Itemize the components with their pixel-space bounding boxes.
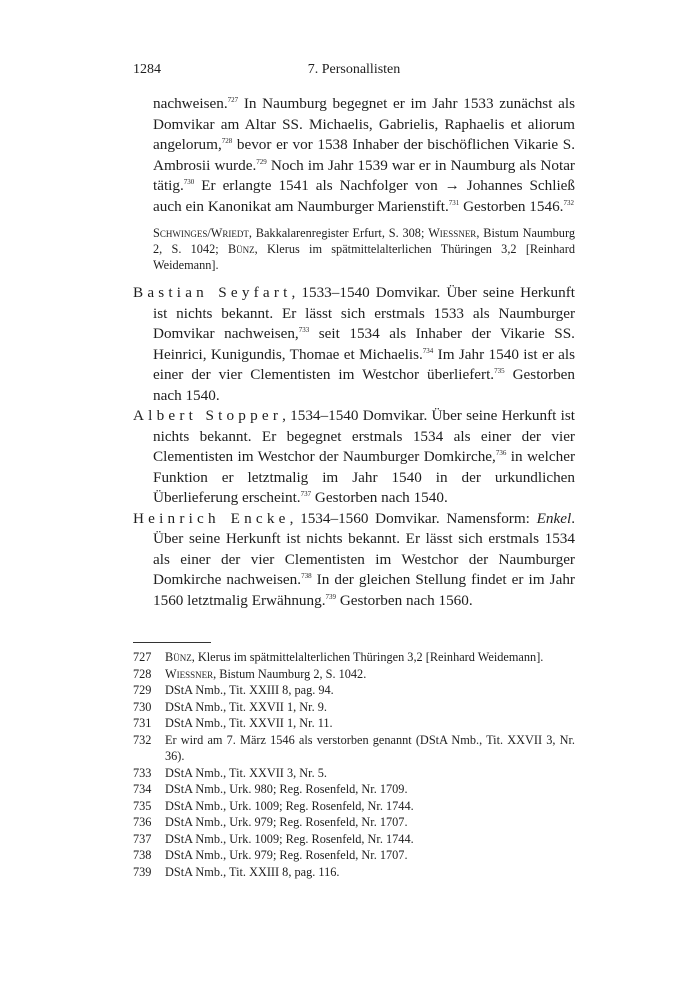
continued-entry-paragraph: nachweisen.$^{727}$ In Naumburg begegnet er im Jahr 1533 zunächst als Domvikar am Altar SS. Michaelis, Gabrielis, Raphaelis et aliorum angelorum,$^{728}$ bevor er vor 1538 Inhaber der bischöflichen Vikarie S. Ambrosii wurde.$^{729}$ Noch im Jahr 1539 war er in Naumburg als Notar tätig.$^{730}$ Er erlangte 1541 als Nachfolger von → Johannes Schließ auch ein Kanonikat am Naumburger Marienstift.$^{731}$ Gestorben 1546.$^{732}$ <box>153 95 575 215</box>
footnote-733: 733 DStA Nmb., Tit. XXVII 3, Nr. 5. <box>133 765 327 780</box>
footnote-number: 739 <box>133 864 152 879</box>
footnote-number: 733 <box>133 765 152 780</box>
footnote-number: 730 <box>133 699 152 714</box>
footnote-729: 729 DStA Nmb., Tit. XXIII 8, pag. 94. <box>133 683 334 697</box>
footnote-number: 732 <box>133 732 152 747</box>
footnote-735: 735 DStA Nmb., Urk. 1009; Reg. Rosenfeld, Nr. 1744. <box>133 798 414 813</box>
author-name: Wiessner <box>428 226 477 240</box>
footnote-number: 731 <box>133 716 152 730</box>
footnote-ref[interactable]: 731 <box>448 198 460 207</box>
footnote-ref[interactable]: 728 <box>221 137 233 145</box>
footnote-ref[interactable]: 727 <box>227 96 239 104</box>
footnotes <box>133 649 575 880</box>
footnote-734: 734 DStA Nmb., Urk. 980; Reg. Rosenfeld, Nr. 1709. <box>133 782 408 796</box>
footnote-separator <box>133 642 211 643</box>
page <box>133 62 575 880</box>
footnote-ref[interactable]: 736 <box>495 449 507 457</box>
footnote-731: 731 DStA Nmb., Tit. XXVII 1, Nr. 11. <box>133 716 333 730</box>
footnote-ref[interactable]: 735 <box>494 367 505 375</box>
author-name: Wiessner <box>165 666 214 681</box>
footnote-737: 737 DStA Nmb., Urk. 1009; Reg. Rosenfeld, Nr. 1744. <box>133 831 414 846</box>
footnote-ref[interactable]: 734 <box>422 346 434 355</box>
footnote-ref[interactable]: 733 <box>298 326 310 334</box>
footnote-ref[interactable]: 729 <box>256 157 267 166</box>
author-name: Bünz <box>165 650 192 664</box>
footnote-ref[interactable]: 739 <box>325 592 337 601</box>
author-name: Bünz <box>227 242 255 256</box>
footnote-730: 730 DStA Nmb., Tit. XXVII 1, Nr. 9. <box>133 699 327 714</box>
entry-name: Heinrich Encke <box>133 509 290 527</box>
footnote-number: 735 <box>133 798 152 813</box>
footnote-ref[interactable]: 737 <box>300 490 312 498</box>
entry-albert-stopper: Albert Stopper, 1534–1540 Domvikar. Über seine Herkunft ist nichts bekannt. Er begegnet erstmals 1534 als einer der vier Clementisten im Westchor der Naumburger Domkirche,$^{736}$ in welcher Funktion er letztmalig im Jahr 1540 in der urkundlichen Überlieferung erscheint.$^{737}$ Gestorben nach 1540. <box>133 407 576 506</box>
footnote-732: 732 Er wird am 7. März 1546 als verstorben genannt (DStA Nmb., Tit. XXVII 3, Nr. 36). <box>133 732 575 763</box>
footnote-727: 727 Bünz, Klerus im spätmittelalterlichen Thüringen 3,2 [Reinhard Weidemann]. <box>133 650 544 664</box>
footnote-number: 728 <box>133 666 152 681</box>
page-header <box>133 62 575 84</box>
footnote-728: 728 Wiessner, Bistum Naumburg 2, S. 1042. <box>133 666 367 681</box>
footnote-number: 738 <box>133 848 152 862</box>
footnote-738: 738 DStA Nmb., Urk. 979; Reg. Rosenfeld, Nr. 1707. <box>133 848 408 862</box>
entry-name: Albert Stopper <box>133 407 283 424</box>
footnote-number: 727 <box>133 650 152 664</box>
page-number: 1284 <box>133 62 161 77</box>
footnote-ref[interactable]: 732 <box>563 198 574 207</box>
footnote-number: 734 <box>133 782 152 796</box>
main-text <box>133 94 575 611</box>
author-name: Schwinges/Wriedt <box>153 226 249 240</box>
footnote-number: 736 <box>133 815 152 829</box>
source-citation: Schwinges/Wriedt, Bakkalarenregister Erfurt, S. 308; Wiessner, Bistum Naumburg 2, S. 1042; Bünz, Klerus im spätmittelalterlichen Thüringen 3,2 [Reinhard Weidemann]. <box>153 226 575 272</box>
footnote-number: 729 <box>133 683 152 697</box>
footnote-ref[interactable]: 730 <box>183 178 195 186</box>
entry-heinrich-encke: Heinrich Encke, 1534–1560 Domvikar. Namensform: Enkel. Über seine Herkunft ist nichts bekannt. Er lässt sich erstmals 1534 als einer der vier Clementisten im Westchor der Naumburger Domkirche nachweisen.$^{738}$ In der gleichen Stellung findet er im Jahr 1560 letztmalig Erwähnung.$^{739}$ Gestorben nach 1560. <box>133 509 575 609</box>
footnote-736: 736 DStA Nmb., Urk. 979; Reg. Rosenfeld, Nr. 1707. <box>133 815 408 829</box>
name-variant: Enkel <box>536 509 572 527</box>
footnote-ref[interactable]: 738 <box>301 572 312 580</box>
footnote-number: 737 <box>133 831 152 846</box>
entry-name: Bastian Seyfart <box>133 284 292 301</box>
entry-bastian-seyfart: Bastian Seyfart, 1533–1540 Domvikar. Über seine Herkunft ist nichts bekannt. Er lässt sich erstmals 1533 als Naumburger Domvikar nachweisen,$^{733}$ seit 1534 als Inhaber der Vikarie SS. Heinrici, Kunigundis, Thomae et Michaelis.$^{734}$ Im Jahr 1540 ist er als einer der vier Clementisten im Westchor überliefert.$^{735}$ Gestorben nach 1540. <box>133 284 575 404</box>
running-title: 7. Personallisten <box>307 62 401 77</box>
footnote-739: 739 DStA Nmb., Tit. XXIII 8, pag. 116. <box>133 864 340 879</box>
